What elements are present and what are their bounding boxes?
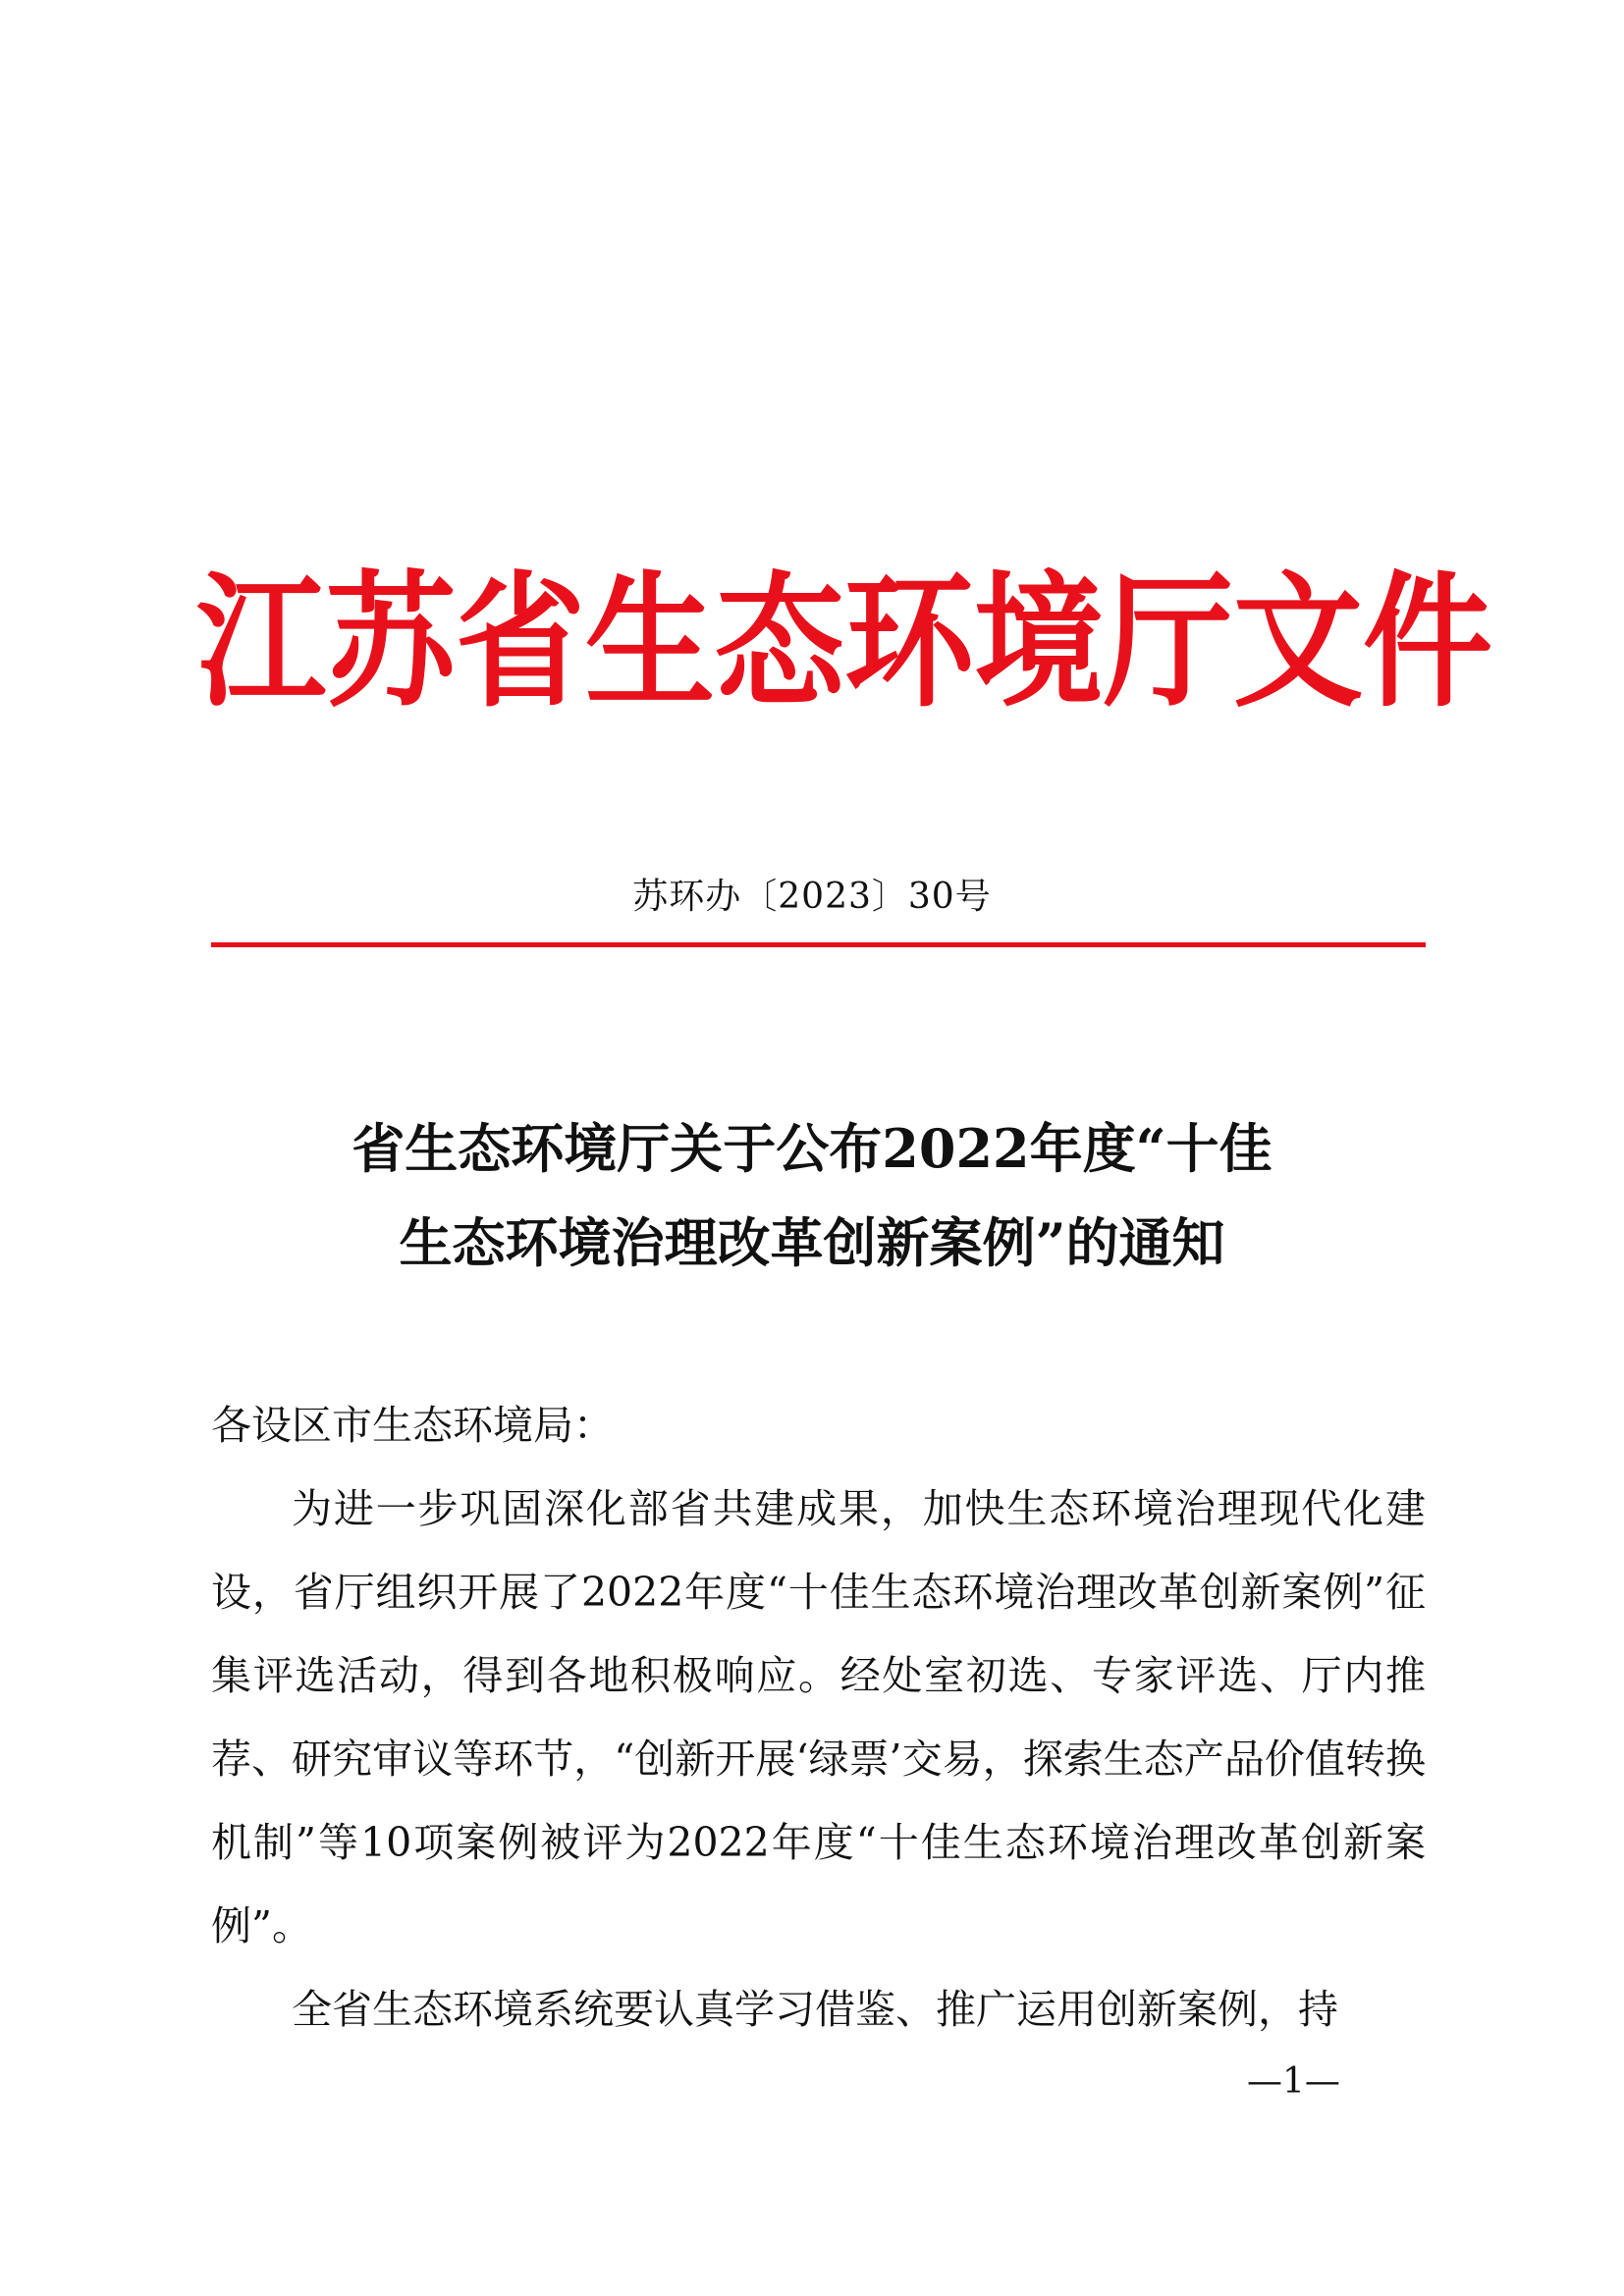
document-body [211, 1384, 1426, 2052]
masthead-char: 苏 [326, 558, 456, 728]
masthead-char: 省 [456, 558, 585, 728]
body-paragraph-2: 全省生态环境系统要认真学习借鉴、推广运用创新案例，持 [292, 1986, 1338, 2033]
masthead-char: 厅 [1104, 558, 1233, 728]
document-number: 苏环办〔2023〕30号 [632, 877, 992, 917]
addressee: 各设区市生态环境局： [211, 1402, 614, 1449]
body-paragraph-1: 为进一步巩固深化部省共建成果，加快生态环境治理现代化建设，省厅组织开展了2022年度“十佳生态环境治理改革创新案例”征集评选活动，得到各地积极响应。经处室初选、专家评选、厅内推荐、研究审议等环节，“创新开展‘绿票’交易，探索生态产品价值转换机制”等10项案例被评为2022年度“十佳生态环境治理改革创新案例”。 [211, 1485, 1426, 1949]
masthead-char: 态 [715, 558, 844, 728]
title-line-2: 生态环境治理改革创新案例”的通知 [399, 1211, 1225, 1274]
page-number: —1— [1247, 2061, 1340, 2102]
red-divider-line [211, 942, 1426, 947]
masthead-char: 江 [196, 558, 326, 728]
title-line-1: 省生态环境厅关于公布2022年度“十佳 [352, 1117, 1272, 1180]
masthead-char: 境 [974, 558, 1104, 728]
document-title [0, 1101, 1624, 1290]
masthead-char: 文 [1233, 558, 1363, 728]
masthead-char: 件 [1363, 558, 1492, 728]
masthead-char: 环 [844, 558, 974, 728]
masthead-char: 生 [585, 558, 715, 728]
masthead-title [196, 533, 1492, 753]
